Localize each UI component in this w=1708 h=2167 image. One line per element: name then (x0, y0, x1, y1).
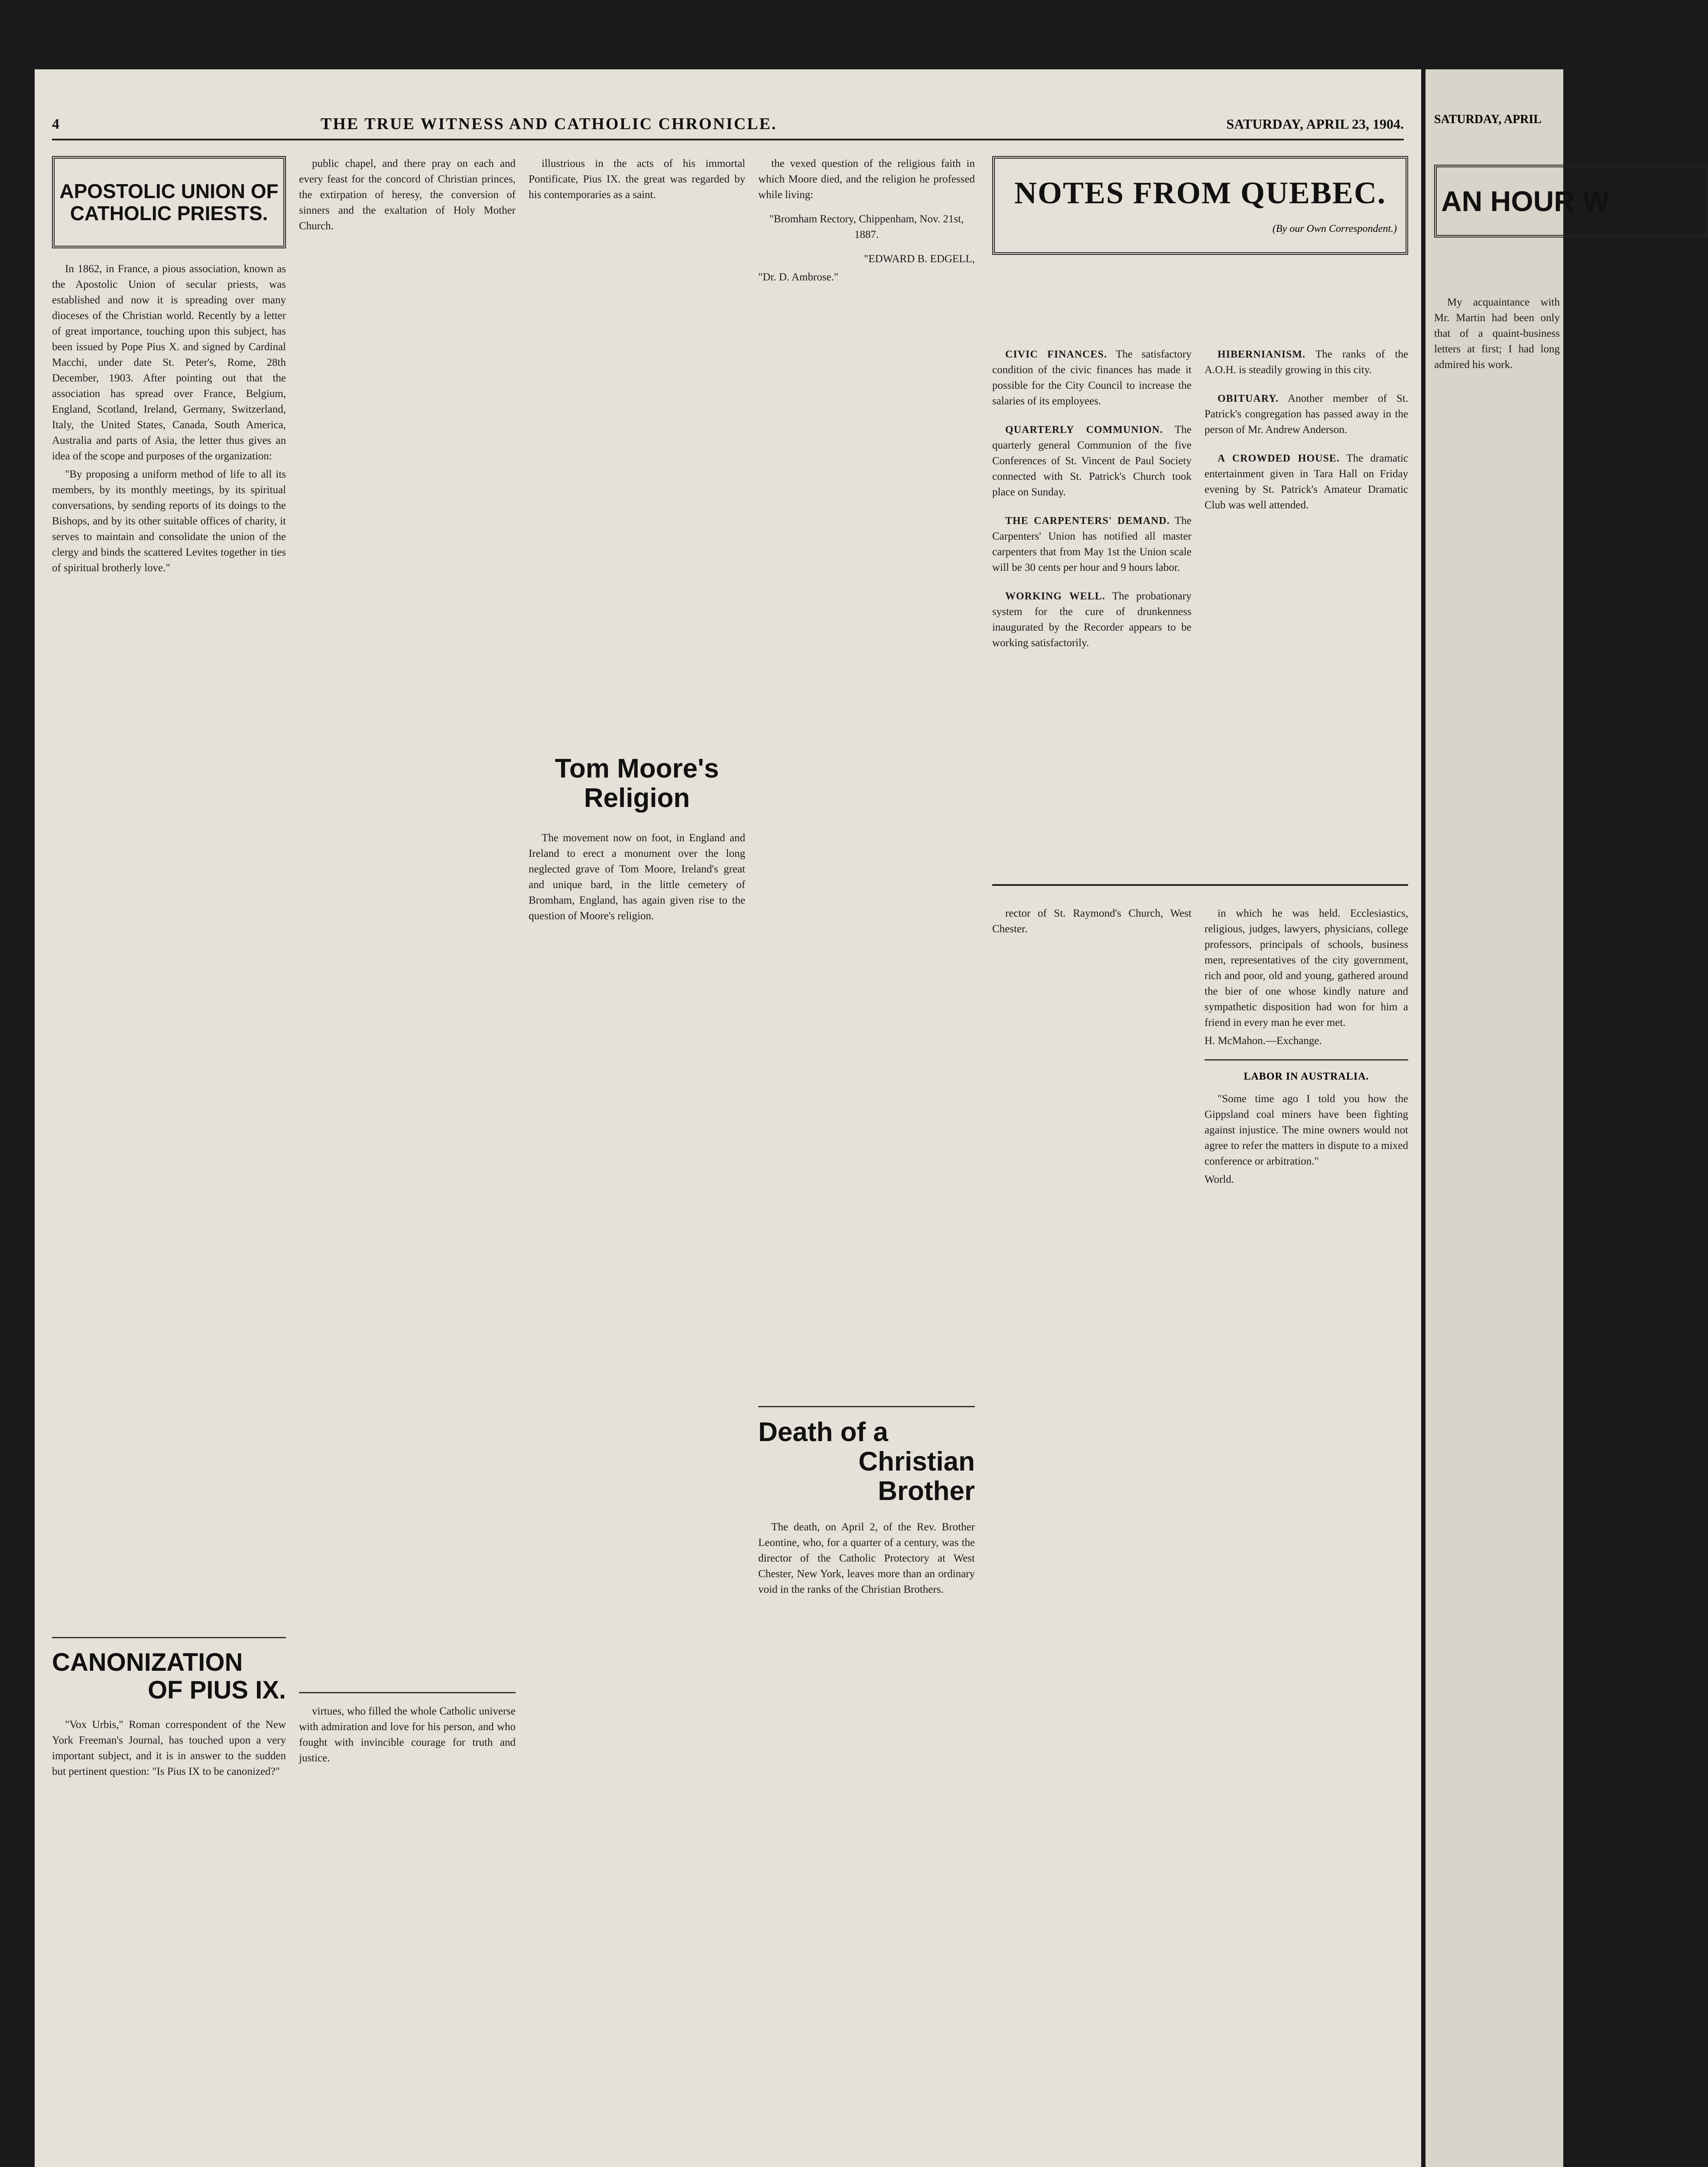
carpenters-section (992, 513, 1192, 576)
article-paragraph: "Some time ago I told you how the Gippsland coal miners have been fighting against injustice. The mine owners would not agree to refer the matters in dispute to a mixed conference or arbitration." (1205, 1093, 1408, 1167)
canonization-article (52, 1717, 286, 1780)
page-number: 4 (52, 116, 59, 132)
obituary-section (1205, 391, 1408, 438)
quebec-header (992, 156, 1408, 338)
column-1 (52, 156, 286, 2167)
article-paragraph: rector of St. Raymond's Church, West Chester. (992, 908, 1192, 935)
section-text: The dramatic entertainment given in Tara Hall on Friday evening by St. Patrick's Amateur Dramatic Club was well attended. (1205, 452, 1408, 511)
article-end: World. (1205, 1174, 1234, 1185)
apostolic-union-heading-box (52, 156, 286, 248)
apostolic-union-article (52, 261, 286, 1627)
article-paragraph: public chapel, and there pray on each and every feast for the concord of Christian princes, the extirpation of heresy, the conversion of sinners and the exaltation of Holy Mother Church. (299, 158, 516, 232)
article-paragraph: in which he was held. Ecclesiastics, religious, judges, lawyers, physicians, college professors, principals of schools, business men, representatives of the city government, rich and poor, old and young, gathered around the bier of one whose kindly nature and sympathetic disposition had won for him a friend in every man he ever met. (1205, 908, 1408, 1028)
column-3 (529, 156, 745, 676)
section-title: A CROWDED HOUSE. (1218, 453, 1340, 464)
labor-article (1205, 1091, 1408, 1188)
section-text: The probationary system for the cure of drunkenness inaugurated by the Recorder appears to be working satisfactorily. (992, 590, 1192, 649)
article-paragraph: The movement now on foot, in England and Ireland to erect a monument over the long neglected grave of Tom Moore, Ireland's great and unique bard, in the little cemetery of Bromham, England, has again given rise to the question of Moore's religion. (529, 832, 745, 922)
section-title: QUARTERLY COMMUNION. (1005, 424, 1163, 436)
column-5 (758, 156, 975, 2167)
christian-brother-continued-left (992, 906, 1192, 2167)
article-paragraph: "By proposing a uniform method of life to all its members, by its monthly meetings, by its spiritual conversations, by sending reports of its doings to the Bishops, and by its other suitable offices of charity, it serves to maintain and consolidate the union of the clergy and binds the scattered Levites together in ties of spiritual brotherly love." (52, 469, 286, 574)
section-text: The Carpenters' Union has notified all master carpenters that from May 1st the Union scale will be 30 cents per hour and 9 hours labor. (992, 515, 1192, 573)
article-paragraph: In 1862, in France, a pious association, known as the Apostolic Union of secular priests, was established and now it is spreading over many dioceses of the Christian world. Recently by a letter of great importance, touching upon this subject, has been issued by Pope Pius X. and signed by Cardinal Macchi, under date St. Peter's, Rome, 28th December, 1903. After pointing out that the association has spread over France, Belgium, England, Scotland, Ireland, Germany, Switzerland, Italy, the United States, Canada, South America, Australia and parts of Asia, the letter thus gives an idea of the scope and purposes of the organization: (52, 263, 286, 462)
article-paragraph: virtues, who filled the whole Catholic universe with admiration and love for his person, and who fought with invincible courage for truth and justice. (299, 1705, 516, 1764)
next-page-heading: AN HOUR W (1441, 185, 1610, 217)
article-paragraph: illustrious in the acts of his immortal Pontificate, Pius IX. the great was regarded by his contemporaries as a saint. (529, 158, 745, 201)
apostolic-union-continued (299, 156, 516, 1682)
section-text: The quarterly general Communion of the five Conferences of St. Vincent de Paul Society connected with St. Patrick's Church took place on Sunday. (992, 424, 1192, 498)
working-well-section (992, 589, 1192, 651)
next-page-edge (1425, 69, 1610, 2167)
section-text: Another member of St. Patrick's congregation has passed away in the person of Mr. Andrew Anderson. (1205, 393, 1408, 436)
article-paragraph: My acquaintance with Mr. Martin had been only that of a quaint-business letters at first; I had long admired his work. (1434, 296, 1560, 371)
hibernianism-section (1205, 347, 1408, 378)
crowded-house-section (1205, 451, 1408, 513)
exchange-credit: H. McMahon.—Exchange. (1205, 1035, 1322, 1047)
death-article (758, 1520, 975, 1598)
section-title: HIBERNIANISM. (1218, 349, 1306, 360)
quebec-byline: (By our Own Correspondent.) (1272, 223, 1397, 235)
article-paragraph: "Vox Urbis," Roman correspondent of the New York Freeman's Journal, has touched upon a very important subject, and it is in answer to the sudden but pertinent question: "Is Pius IX to be canonized?" (52, 1718, 286, 1777)
quebec-column-right (1205, 347, 1408, 858)
pius-ix-continued (529, 156, 745, 203)
canonization-heading-line2: OF PIUS IX. (147, 1676, 286, 1704)
article-paragraph: The death, on April 2, of the Rev. Brother Leontine, who, for a quarter of a century, was the director of the Catholic Protectory at West Chester, New York, leaves more than an ordinary void in the ranks of the Christian Brothers. (758, 1521, 975, 1595)
section-text: The satisfactory condition of the civic finances has made it possible for the City Council to increase the salaries of its employees. (992, 348, 1192, 407)
tom-moore-heading: Tom Moore's Religion (555, 754, 719, 813)
letter-heading: "Bromham Rectory, Chippenham, Nov. 21st, 1887. (769, 213, 964, 241)
death-heading-line2: Christian Brother (858, 1447, 975, 1506)
quebec-column-left (992, 347, 1192, 858)
labor-heading: LABOR IN AUSTRALIA. (1244, 1071, 1369, 1082)
canonization-continued (299, 1704, 516, 1766)
section-text: The ranks of the A.O.H. is steadily growing in this city. (1205, 348, 1408, 376)
section-title: OBITUARY. (1218, 393, 1279, 404)
section-title: WORKING WELL. (1005, 591, 1105, 602)
tom-moore-column (529, 745, 745, 2167)
christian-brother-text (1205, 906, 1408, 1049)
tom-moore-article (529, 830, 745, 924)
christian-brother-continued-right (1205, 906, 1408, 2167)
section-title: THE CARPENTERS' DEMAND. (1005, 515, 1170, 527)
column-2 (299, 156, 516, 2167)
christian-brother-text (992, 906, 1192, 937)
quebec-heading: NOTES FROM QUEBEC. (1014, 176, 1387, 210)
letter-addressee: "Dr. D. Ambrose." (758, 271, 838, 283)
newspaper-page (35, 69, 1421, 2167)
tom-moore-continued (758, 156, 975, 1396)
quebec-heading-box (992, 156, 1408, 255)
section-title: CIVIC FINANCES. (1005, 349, 1107, 360)
next-page-text (1434, 295, 1560, 375)
masthead (52, 113, 1404, 140)
section-divider (992, 884, 1408, 895)
civic-finances-section (992, 347, 1192, 409)
divider (52, 1637, 286, 1638)
article-paragraph: the vexed question of the religious faith in which Moore died, and the religion he professed while living: (758, 158, 975, 201)
next-page-heading-box (1434, 165, 1708, 238)
canonization-heading-line1: CANONIZATION (52, 1648, 243, 1677)
apostolic-union-heading: APOSTOLIC UNION OF CATHOLIC PRIESTS. (59, 180, 279, 225)
death-heading-line1: Death of a (758, 1417, 888, 1447)
divider (758, 1406, 975, 1407)
next-page-date: SATURDAY, APRIL (1434, 113, 1542, 126)
issue-date: SATURDAY, APRIL 23, 1904. (1226, 116, 1404, 132)
divider (1205, 1059, 1408, 1061)
letter-signature: "EDWARD B. EDGELL, (864, 253, 975, 265)
divider (299, 1692, 516, 1693)
newspaper-title: THE TRUE WITNESS AND CATHOLIC CHRONICLE. (321, 115, 777, 133)
quarterly-communion-section (992, 422, 1192, 500)
